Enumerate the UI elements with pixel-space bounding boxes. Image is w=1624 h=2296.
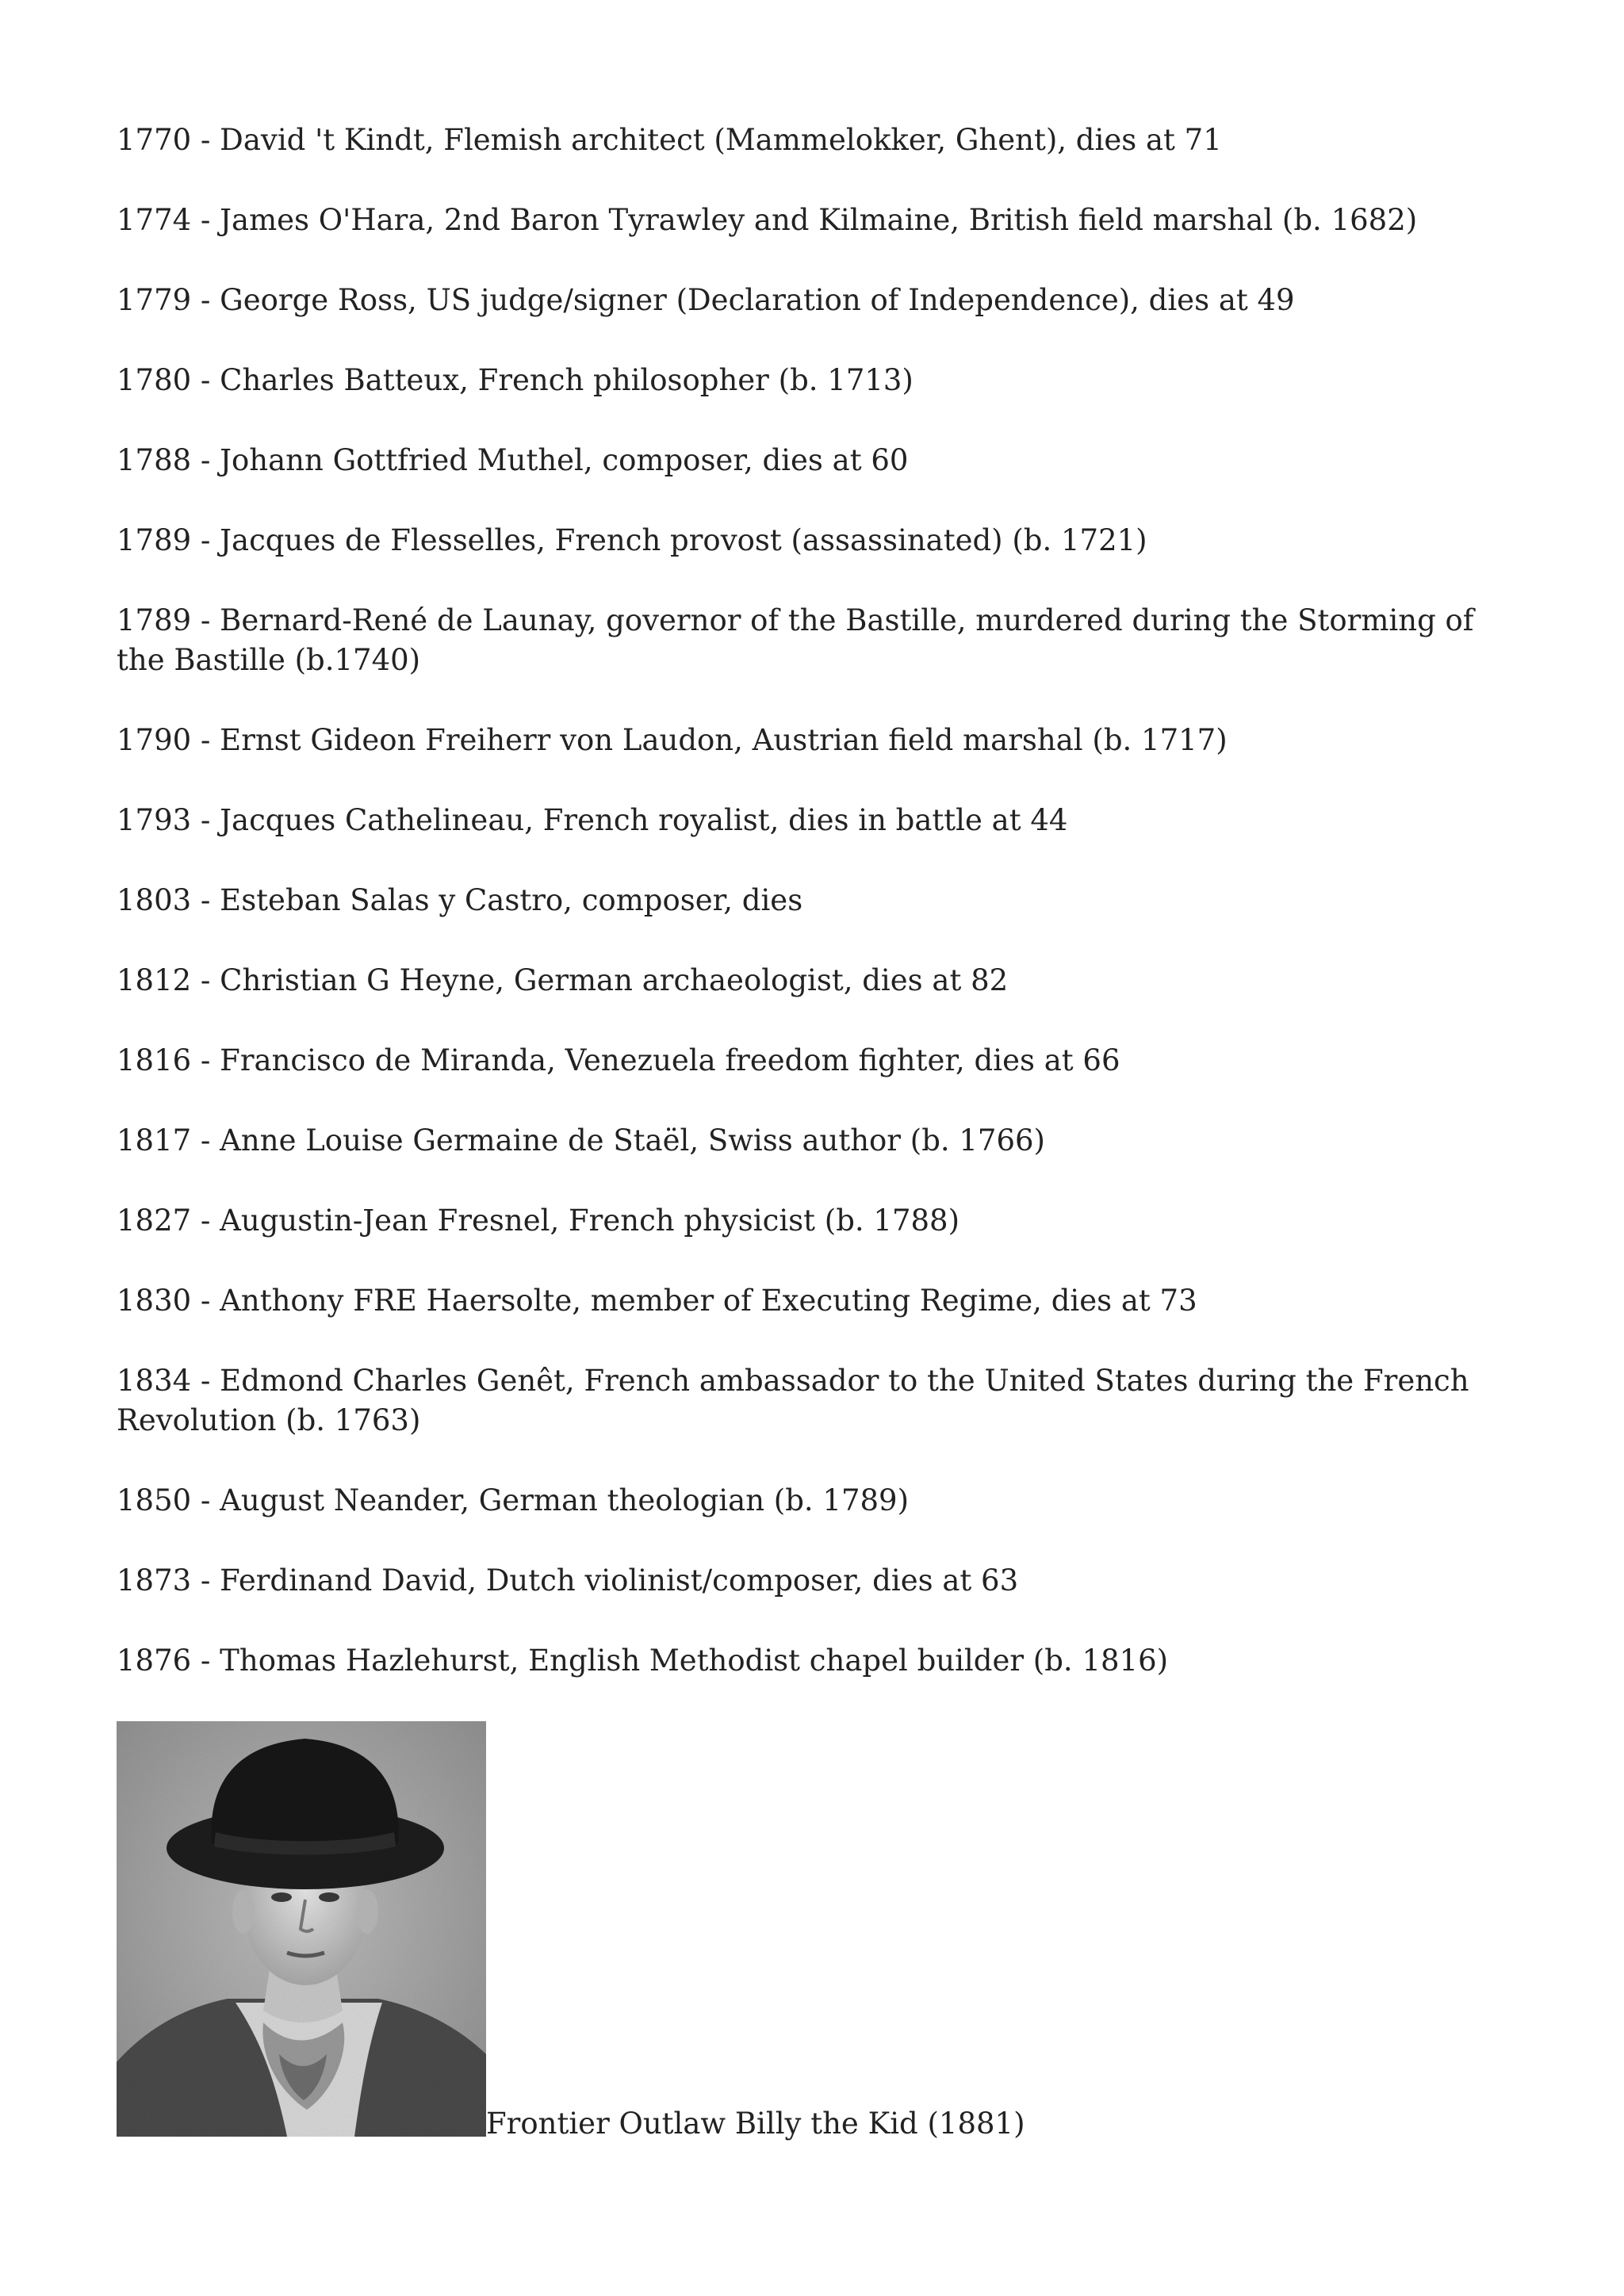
portrait-photo [117,1721,486,2137]
entry: 1788 - Johann Gottfried Muthel, composer, dies at 60 [117,443,909,477]
photo-caption: Frontier Outlaw Billy the Kid (1881) [486,2107,1025,2141]
entry: 1812 - Christian G Heyne, German archaeologist, dies at 82 [117,963,1009,997]
entry: 1834 - Edmond Charles Genêt, French ambassador to the United States during the French Revolution (b. 1763) [117,1364,1469,1437]
figure [117,1721,1496,2141]
entry: 1770 - David 't Kindt, Flemish architect (Mammelokker, Ghent), dies at 71 [117,123,1222,157]
entry: 1873 - Ferdinand David, Dutch violinist/composer, dies at 63 [117,1563,1019,1598]
entry: 1774 - James O'Hara, 2nd Baron Tyrawley and Kilmaine, British field marshal (b. 1682) [117,203,1418,237]
entry: 1827 - Augustin-Jean Fresnel, French physicist (b. 1788) [117,1203,960,1238]
entry: 1789 - Jacques de Flesselles, French provost (assassinated) (b. 1721) [117,523,1147,557]
entry: 1830 - Anthony FRE Haersolte, member of Executing Regime, dies at 73 [117,1284,1197,1318]
entry: 1876 - Thomas Hazlehurst, English Methodist chapel builder (b. 1816) [117,1644,1169,1678]
entries-list [117,121,1496,1681]
entry: 1789 - Bernard-René de Launay, governor of the Bastille, murdered during the Storming of the Bastille (b.1740) [117,603,1474,677]
entry: 1817 - Anne Louise Germaine de Staël, Swiss author (b. 1766) [117,1123,1045,1158]
entry: 1780 - Charles Batteux, French philosopher (b. 1713) [117,363,914,397]
entry: 1850 - August Neander, German theologian (b. 1789) [117,1483,910,1517]
entry: 1793 - Jacques Cathelineau, French royalist, dies in battle at 44 [117,803,1068,837]
entry: 1803 - Esteban Salas y Castro, composer, dies [117,883,803,917]
entry: 1779 - George Ross, US judge/signer (Declaration of Independence), dies at 49 [117,283,1295,317]
entry: 1790 - Ernst Gideon Freiherr von Laudon, Austrian field marshal (b. 1717) [117,723,1228,757]
document-page [117,121,1496,2141]
entry: 1816 - Francisco de Miranda, Venezuela freedom fighter, dies at 66 [117,1043,1120,1077]
